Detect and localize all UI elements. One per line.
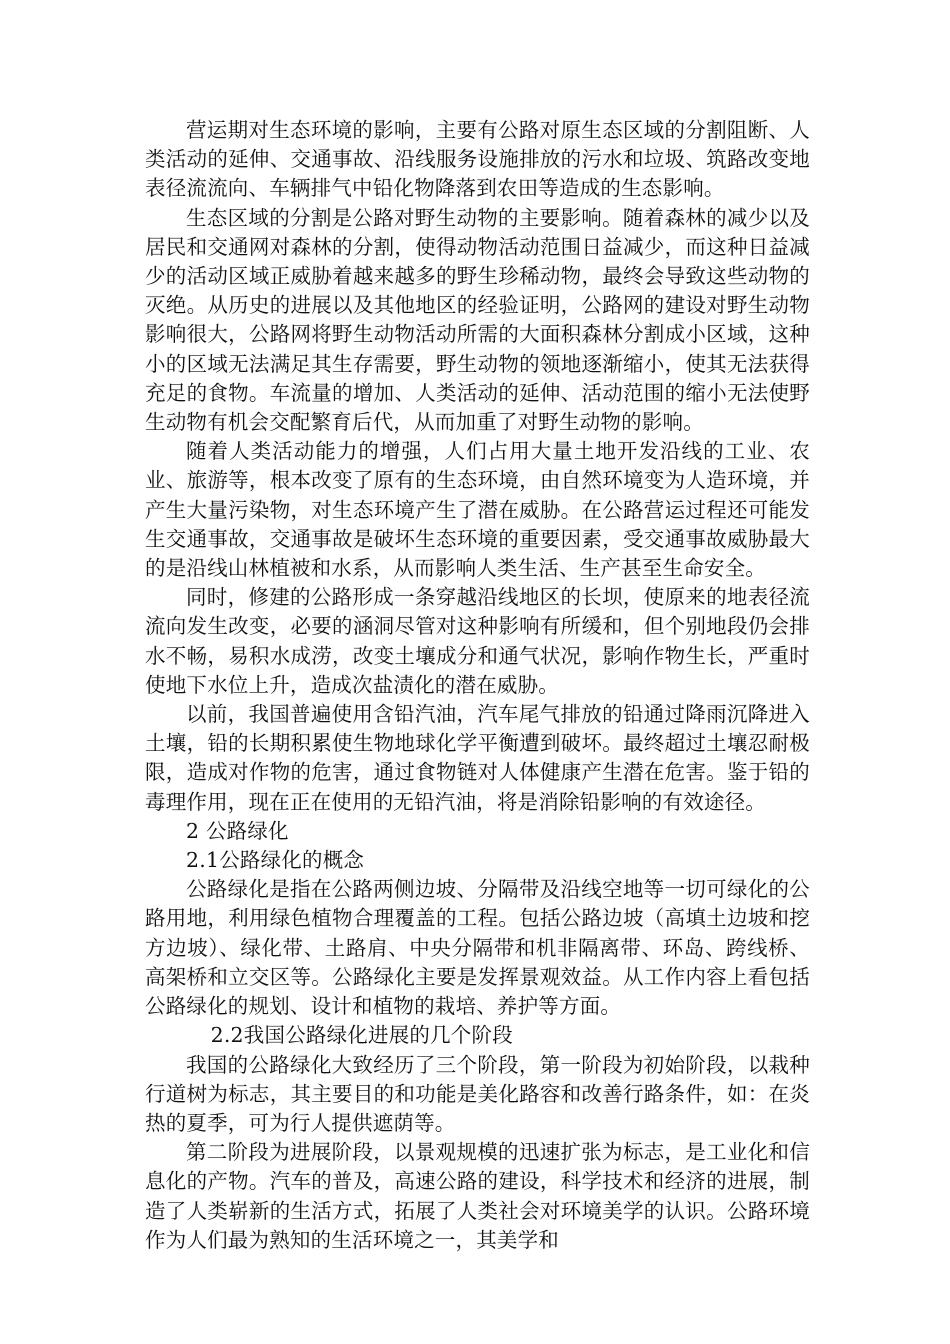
paragraph-human-activity: 随着人类活动能力的增强，人们占用大量土地开发沿线的工业、农业、旅游等，根本改变了原有的生态环境，由自然环境变为人造环境，并产生大量污染物，对生态环境产生了潜在威胁。在公路营运过程还可能发生交通事故，交通事故是破坏生态环境的重要因素，受交通事故威胁最大的是沿线山林植被和水系，从而影响人类生活、生产甚至生命安全。 xyxy=(145,439,810,581)
section-heading-2: 2 公路绿化 xyxy=(186,818,289,843)
paragraph-stage-one: 我国的公路绿化大致经历了三个阶段，第一阶段为初始阶段，以栽种行道树为标志，其主要目的和功能是美化路容和改善行路条件，如：在炎热的夏季，可为行人提供遮荫等。 xyxy=(145,1052,810,1135)
paragraph-operation-impact: 营运期对生态环境的影响，主要有公路对原生态区域的分割阻断、人类活动的延伸、交通事故、沿线服务设施排放的污水和垃圾、筑路改变地表径流流向、车辆排气中铅化物降落到农田等造成的生态影响。 xyxy=(145,118,810,201)
paragraph-runoff-change: 同时，修建的公路形成一条穿越沿线地区的长坝，使原来的地表径流流向发生改变，必要的涵洞尽管对这种影响有所缓和，但个别地段仍会排水不畅，易积水成涝，改变土壤成分和通气状况，影响作物生长，严重时使地下水位上升，造成次盐渍化的潜在威胁。 xyxy=(145,585,810,697)
paragraph-stage-two: 第二阶段为进展阶段，以景观规模的迅速扩张为标志，是工业化和信息化的产物。汽车的普及，高速公路的建设，科学技术和经济的进展，制造了人类崭新的生活方式，拓展了人类社会对环境美学的认识。公路环境作为人们最为熟知的生活环境之一，其美学和 xyxy=(145,1140,810,1252)
section-heading-2-1: 2.1公路绿化的概念 xyxy=(186,848,365,873)
paragraph-lead-pollution: 以前，我国普遍使用含铅汽油，汽车尾气排放的铅通过降雨沉降进入土壤，铅的长期积累使生物地球化学平衡遭到破坏。最终超过土壤忍耐极限，造成对作物的危害，通过食物链对人体健康产生潜在危害。鉴于铅的毒理作用，现在正在使用的无铅汽油，将是消除铅影响的有效途径。 xyxy=(145,702,810,814)
paragraph-greening-concept: 公路绿化是指在公路两侧边坡、分隔带及沿线空地等一切可绿化的公路用地，利用绿色植物合理覆盖的工程。包括公路边坡（高填土边坡和挖方边坡）、绿化带、土路肩、中央分隔带和机非隔离带、环岛、跨线桥、高架桥和立交区等。公路绿化主要是发挥景观效益。从工作内容上看包括公路绿化的规划、设计和植物的栽培、养护等方面。 xyxy=(145,877,810,1019)
section-heading-2-2: 2.2我国公路绿化进展的几个阶段 xyxy=(210,1023,513,1048)
paragraph-habitat-fragmentation: 生态区域的分割是公路对野生动物的主要影响。随着森林的减少以及居民和交通网对森林的分割，使得动物活动范围日益减少，而这种日益减少的活动区域正威胁着越来越多的野生珍稀动物，最终会导致这些动物的灭绝。从历史的进展以及其他地区的经验证明，公路网的建设对野生动物影响很大，公路网将野生动物活动所需的大面积森林分割成小区域，这种小的区域无法满足其生存需要，野生动物的领地逐渐缩小，使其无法获得充足的食物。车流量的增加、人类活动的延伸、活动范围的缩小无法使野生动物有机会交配繁育后代，从而加重了对野生动物的影响。 xyxy=(145,205,810,435)
document-page xyxy=(145,116,810,1255)
